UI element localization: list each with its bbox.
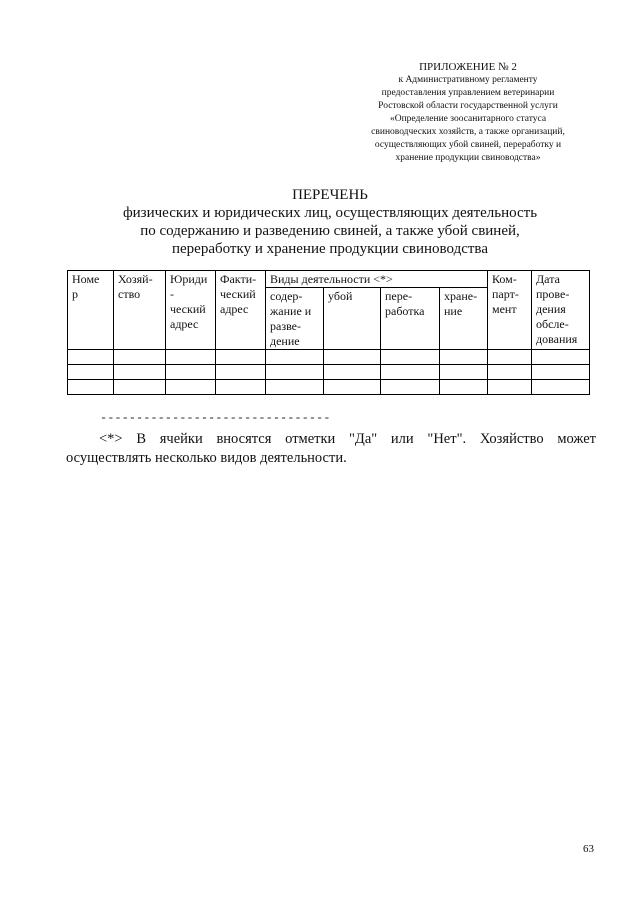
table-row (68, 350, 590, 365)
header-storage: хране- ние (440, 288, 488, 350)
header-legal-address: Юриди - ческий адрес (166, 271, 216, 350)
header-inspection-date: Дата прове- дения обсле- дования (532, 271, 590, 350)
appendix-line: свиноводческих хозяйств, а также организаций, (371, 127, 565, 137)
footnote (66, 430, 596, 468)
page-number: 63 (583, 843, 594, 855)
header-processing: пере- работка (381, 288, 440, 350)
header-slaughter: убой (324, 288, 381, 350)
header-keeping: содер- жание и разве- дение (266, 288, 324, 350)
appendix-title: ПРИЛОЖЕНИЕ № 2 (419, 61, 517, 73)
footnote-separator: -------------------------------- (100, 411, 331, 425)
header-compartment: Ком- парт- мент (488, 271, 532, 350)
table-row (68, 380, 590, 395)
appendix-line: осуществляющих убой свиней, переработку и (374, 140, 562, 150)
appendix-block (340, 60, 596, 165)
heading-line: по содержанию и разведению свиней, а также убой свиней, (140, 223, 520, 239)
footnote-line: <*> В ячейки вносятся отметки "Да" или "Нет". Хозяйство может (99, 431, 596, 447)
appendix-line: хранение продукции свиноводства» (395, 153, 541, 163)
header-farm: Хозяй- ство (114, 271, 166, 350)
table-row (68, 365, 590, 380)
table-header-row (68, 271, 590, 288)
appendix-line: «Определение зоосанитарного статуса (389, 114, 547, 124)
header-actual-address: Факти- ческий адрес (216, 271, 266, 350)
header-number: Номе р (68, 271, 114, 350)
appendix-line: предоставления управлением ветеринарии (381, 88, 555, 98)
heading-line: физических и юридических лиц, осуществляющих деятельность (122, 205, 538, 221)
registry-table (67, 270, 590, 395)
header-activities: Виды деятельности <*> (266, 271, 488, 288)
document-heading (60, 186, 600, 258)
appendix-line: к Административному регламенту (398, 75, 538, 85)
footnote-line: осуществлять несколько видов деятельности. (66, 450, 347, 466)
heading-line: переработку и хранение продукции свиноводства (172, 241, 488, 257)
heading-title: ПЕРЕЧЕНЬ (292, 187, 368, 203)
appendix-line: Ростовской области государственной услуги (378, 101, 558, 111)
